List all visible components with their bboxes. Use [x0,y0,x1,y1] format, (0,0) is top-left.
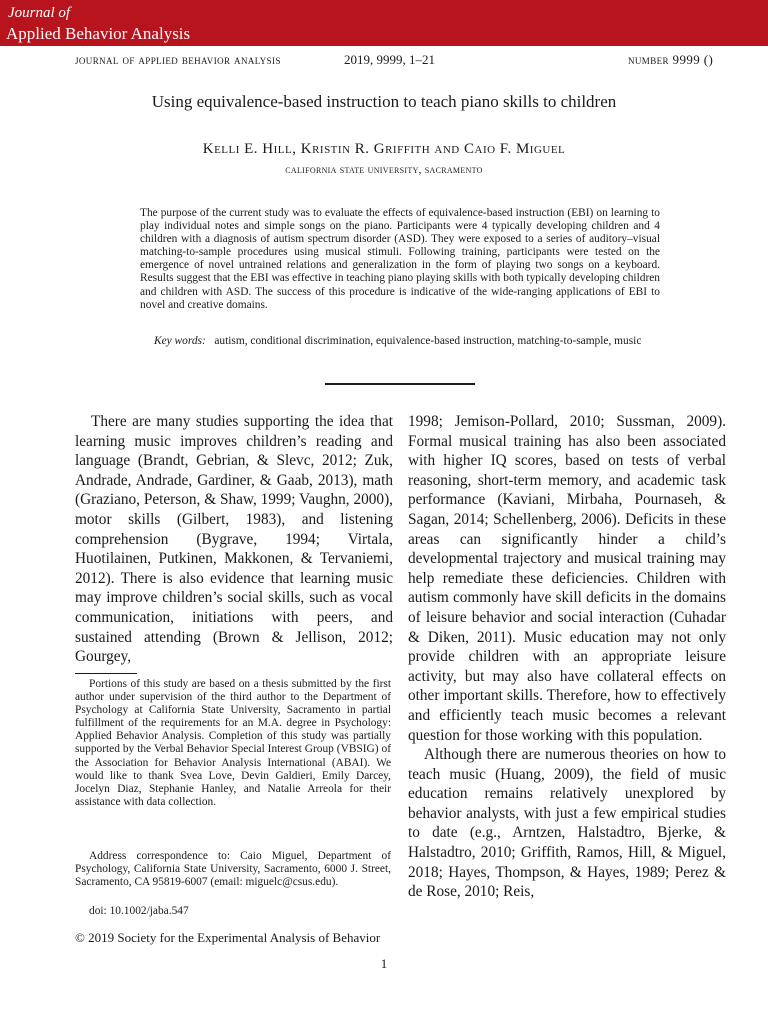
journal-banner [0,0,768,46]
footnote-doi: doi: 10.1002/jaba.547 [89,905,189,917]
article-title: Using equivalence-based instruction to teach piano skills to children [151,92,617,111]
running-head-citation: 2019, 9999, 1–21 [344,52,435,67]
body-right-column [408,412,726,902]
journal-logo-line1: Journal of [8,5,71,21]
running-head-number: number 9999 () [628,52,714,67]
abstract: The purpose of the current study was to evaluate the effects of equivalence-based instruction (EBI) on learning to play individual notes and simple songs on the piano. Participants were 4 typically developing children and 4 children with a diagnosis of autism spectrum disorder (ASD). They were exposed to a series of auditory–visual matching-to-sample procedures using musical stimuli. Following training, participants were tested on the emergence of novel untrained relations and generalization in the form of playing two songs on a keyboard. Results suggest that the EBI was effective in teaching piano playing skills with both typically developing children and children with ASD. The success of this procedure is indicative of the wide-ranging applications of EBI to novel and creative domains. [140,207,660,311]
keywords [140,335,660,348]
page-number: 1 [380,956,388,971]
footnote-acknowledgement: Portions of this study are based on a thesis submitted by the first author under supervision of the third author to the Department of Psychology at California State University, Sacramento in partial fulfillment of the requirements for an M.A. degree in Psychology: Applied Behavior Analysis. Completion of this study was partially supported by the Verbal Behavior Special Interest Group (VBSIG) of the Association for Behavior Analysis International (ABAI). We would like to thank Svea Love, Devin Galdieri, Emily Darcey, Jocelyn Diaz, Stephanie Hanley, and Natalie Arreola for their assistance with data collection. [75,678,391,808]
author-affiliation: california state university, sacramento [285,164,483,176]
body-left-column: There are many studies supporting the idea that learning music improves children’s reading and language (Brandt, Gebrian, & Slevc, 2012; Zuk, Andrade, Andrade, Gardiner, & Gaab, 2013), math (Graziano, Peterson, & Shaw, 1999; Vaughn, 2000), motor skills (Gilbert, 1983), and listening comprehension (Bygrave, 1994; Virtala, Huotilainen, Putkinen, Makkonen, & Tervaniemi, 2012). There is also evidence that learning music may improve children’s social skills, such as vocal communication, initiations with peers, and sustained attending (Brown & Jellison, 2012; Gourgey, [75,413,393,666]
body-paragraph: 1998; Jemison-Pollard, 2010; Sussman, 2009). Formal musical training has also been associated with higher IQ scores, based on tests of verbal reasoning, short-term memory, and academic task performance (Kaviani, Mirbaha, Pournaseh, & Sagan, 2014; Schellenberg, 2006). Deficits in these areas can significantly hinder a child’s developmental trajectory and musical training may help remediate these deficiencies. Children with autism commonly have skill deficits in the domains of leisure behavior and social interaction (Cuhadar & Diken, 2011). Music education may not only provide children with an appropriate leisure activity, but may also have collateral effects on other important skills. Therefore, how to effectively and efficiently teach music becomes a relevant question for those working with this population. [408,413,726,744]
article-authors: Kelli E. Hill, Kristin R. Griffith and Caio F. Miguel [202,141,566,157]
body-paragraph: Although there are numerous theories on how to teach music (Huang, 2009), the field of music education remains relatively unexplored by behavior analysts, with just a few empirical studies to date (e.g., Arntzen, Halstadtro, Bjerke, & Halstadtro, 2010; Griffith, Ramos, Hill, & Miguel, 2018; Hayes, Thompson, & Hayes, 1989; Perez & de Rose, 2010; Reis, [408,746,726,901]
section-divider [325,383,475,385]
running-head-journal: journal of applied behavior analysis [75,52,281,67]
copyright-notice: © 2019 Society for the Experimental Analysis of Behavior [75,930,381,945]
keywords-list: autism, conditional discrimination, equivalence-based instruction, matching-to-sample, music [214,335,642,347]
footnote-correspondence: Address correspondence to: Caio Miguel, Department of Psychology, California State University, Sacramento, 6000 J. Street, Sacramento, CA 95819-6007 (email: miguelc@csus.edu). [75,850,391,889]
journal-logo-line2: Applied Behavior Analysis [6,24,191,43]
footnote-divider [75,673,137,674]
keywords-label: Key words: [154,335,206,347]
